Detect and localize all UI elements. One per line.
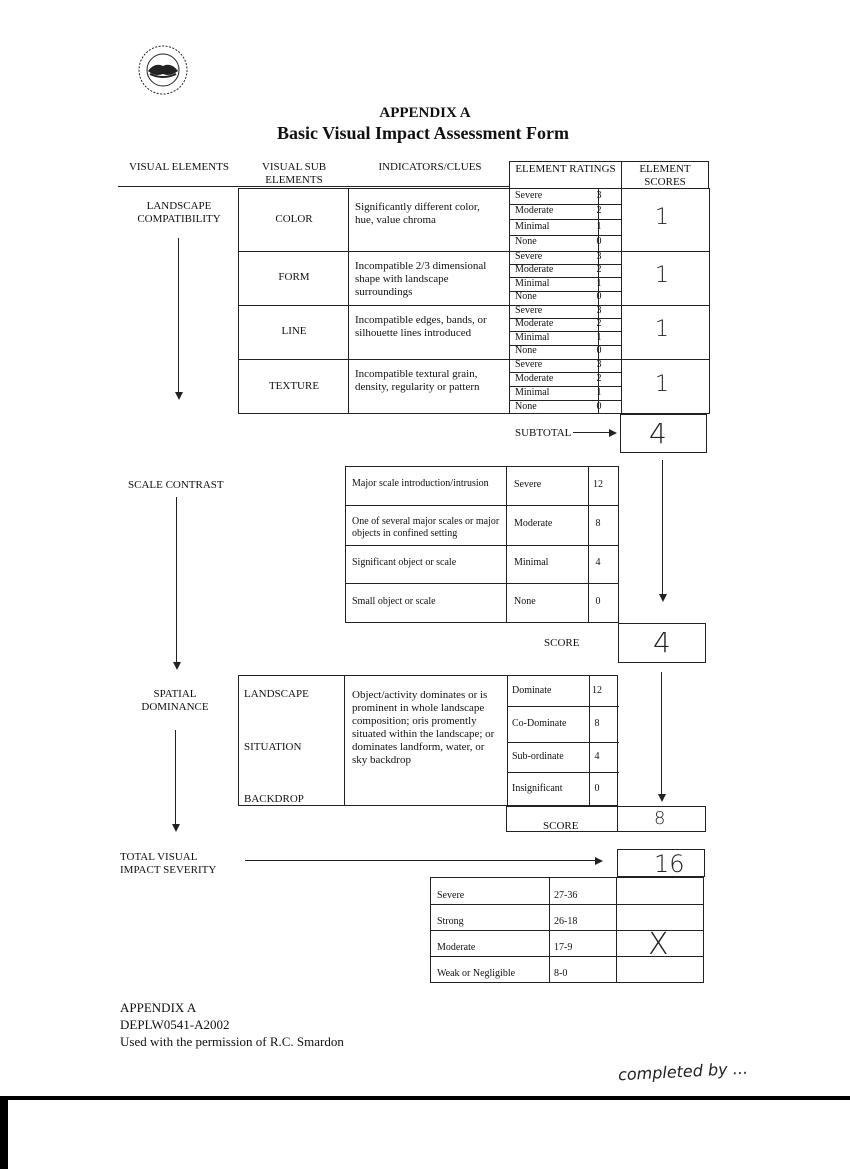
- footer-block: [120, 999, 344, 1050]
- spatial-rating-1: Co-Dominate: [512, 718, 567, 729]
- landscape-rating-value-1-3: 0: [596, 291, 602, 303]
- maine-dep-seal-logo: [128, 44, 198, 96]
- landscape-rating-label-0-2: Minimal: [515, 220, 550, 232]
- landscape-score-3: 1: [655, 372, 669, 397]
- landscape-rating-label-3-1: Moderate: [515, 373, 554, 384]
- landscape-clue-2: Incompatible edges, bands, or silhouette lines introduced: [355, 314, 487, 339]
- total-label: TOTAL VISUAL IMPACT SEVERITY: [120, 851, 217, 876]
- landscape-arrow: [178, 238, 179, 398]
- spatial-value-2: 4: [594, 751, 600, 762]
- scan-edge-left: [0, 1096, 8, 1169]
- scale-value-2: 4: [595, 557, 601, 568]
- subtotal-down-arrow: [662, 460, 663, 600]
- scale-clue-2: Significant object or scale: [352, 557, 457, 568]
- landscape-compatibility-label: LANDSCAPE COMPATIBILITY: [137, 200, 221, 225]
- severity-label-3: Weak or Negligible: [437, 968, 516, 979]
- subtotal-label: SUBTOTAL: [515, 427, 572, 439]
- landscape-sub-0: COLOR: [275, 213, 313, 225]
- col-indicators: INDICATORS/CLUES: [378, 161, 482, 173]
- spatial-score-label: SCORE: [543, 820, 579, 832]
- subtotal-box: [620, 414, 707, 453]
- severity-range-2: 17-9: [554, 942, 573, 953]
- col-element-ratings: ELEMENT RATINGS: [509, 161, 622, 189]
- landscape-rating-value-2-3: 0: [596, 345, 602, 357]
- spatial-value-0: 12: [592, 685, 602, 696]
- scale-value-0: 12: [593, 479, 603, 490]
- spatial-value-1: 8: [594, 718, 600, 729]
- landscape-rating-label-1-1: Moderate: [515, 264, 554, 276]
- header-divider: [118, 186, 510, 187]
- landscape-rating-value-0-0: 3: [596, 189, 602, 201]
- footer-permission: Used with the permission of R.C. Smardon: [120, 1034, 344, 1049]
- col-element-scores: ELEMENT SCORES: [621, 161, 709, 189]
- landscape-rating-label-2-2: Minimal: [515, 331, 550, 343]
- subtotal-value: 4: [649, 417, 667, 450]
- subtotal-arrow: [573, 432, 615, 433]
- spatial-dominance-label: SPATIAL DOMINANCE: [141, 688, 209, 713]
- landscape-rating-label-3-3: None: [515, 401, 537, 412]
- landscape-rating-value-1-1: 2: [596, 264, 602, 276]
- landscape-rating-value-1-2: 1: [596, 277, 602, 289]
- scale-score-value: 4: [653, 626, 671, 659]
- landscape-rating-value-3-2: 1: [596, 387, 602, 398]
- landscape-rating-value-2-0: 3: [596, 304, 602, 316]
- landscape-sub-3: TEXTURE: [268, 380, 320, 392]
- landscape-rating-label-1-2: Minimal: [515, 277, 550, 289]
- landscape-rating-label-0-0: Severe: [515, 189, 543, 201]
- landscape-rating-label-2-0: Severe: [515, 304, 543, 316]
- spatial-rating-3: Insignificant: [512, 783, 563, 794]
- landscape-sub-1: FORM: [278, 271, 310, 283]
- scale-score-label: SCORE: [544, 637, 580, 649]
- appendix-heading: APPENDIX A: [379, 105, 471, 121]
- landscape-rating-value-2-2: 1: [596, 331, 602, 343]
- landscape-sub-2: LINE: [281, 325, 307, 337]
- severity-range-0: 27-36: [554, 890, 578, 901]
- landscape-rating-value-0-1: 2: [596, 205, 602, 217]
- scale-contrast-label: SCALE CONTRAST: [128, 479, 224, 491]
- scale-rating-0: Severe: [514, 479, 542, 490]
- landscape-rating-label-1-3: None: [515, 291, 537, 303]
- landscape-rating-label-0-3: None: [515, 236, 537, 248]
- spatial-sub-landscape: LANDSCAPE: [244, 688, 309, 700]
- scale-rating-2: Minimal: [514, 557, 549, 568]
- landscape-clue-1: Incompatible 2/3 dimensional shape with landscape surroundings: [355, 260, 487, 298]
- landscape-rating-value-0-3: 0: [596, 236, 602, 248]
- landscape-rating-label-2-1: Moderate: [515, 318, 554, 330]
- landscape-rating-value-1-0: 3: [596, 250, 602, 262]
- spatial-sub-backdrop: BACKDROP: [244, 793, 304, 805]
- col-visual-elements: VISUAL ELEMENTS: [128, 161, 230, 173]
- spatial-rating-2: Sub-ordinate: [512, 751, 564, 762]
- severity-label-1: Strong: [437, 916, 464, 927]
- severity-label-2: Moderate: [437, 942, 476, 953]
- landscape-score-2: 1: [655, 317, 669, 342]
- page-title: Basic Visual Impact Assessment Form: [277, 123, 569, 143]
- spatial-value-3: 0: [594, 783, 600, 794]
- landscape-clue-3: Incompatible textural grain, density, regularity or pattern: [355, 368, 480, 393]
- scale-value-1: 8: [595, 518, 601, 529]
- landscape-rating-label-2-3: None: [515, 345, 537, 357]
- scale-score-down-arrow: [661, 672, 662, 800]
- spatial-sub-situation: SITUATION: [244, 741, 302, 753]
- footer-doc-id: DEPLW0541-A2002: [120, 1017, 230, 1032]
- scale-arrow: [176, 497, 177, 668]
- spatial-score-box: [617, 806, 706, 832]
- landscape-score-0: 1: [655, 205, 669, 230]
- scan-edge-bar: [0, 1096, 850, 1100]
- col-visual-sub-elements: VISUAL SUB ELEMENTS: [261, 161, 327, 186]
- severity-range-3: 8-0: [554, 968, 568, 979]
- landscape-rating-label-1-0: Severe: [515, 250, 543, 262]
- landscape-score-1: 1: [655, 263, 669, 288]
- footer-appendix: APPENDIX A: [120, 1000, 197, 1015]
- landscape-rating-value-3-0: 3: [596, 359, 602, 370]
- scale-clue-3: Small object or scale: [352, 596, 436, 607]
- severity-range-1: 26-18: [554, 916, 578, 927]
- scale-clue-1: One of several major scales or major objects in confined setting: [352, 516, 500, 539]
- landscape-rating-label-3-2: Minimal: [515, 387, 550, 398]
- landscape-rating-value-3-1: 2: [596, 373, 602, 384]
- severity-label-0: Severe: [437, 890, 465, 901]
- scale-clue-0: Major scale introduction/intrusion: [352, 478, 489, 489]
- landscape-rating-label-3-0: Severe: [515, 359, 543, 370]
- spatial-score-value: 8: [654, 808, 666, 829]
- scale-value-3: 0: [595, 596, 601, 607]
- total-box: [617, 849, 705, 877]
- landscape-rating-value-3-3: 0: [596, 401, 602, 412]
- spatial-clue: Object/activity dominates or is prominent in whole landscape composition; oris promently situated within the landscape; or dominates landform, water, or sky backdrop: [352, 689, 495, 766]
- landscape-rating-value-0-2: 1: [596, 220, 602, 232]
- landscape-rating-label-0-1: Moderate: [515, 205, 554, 217]
- severity-mark-2: X: [648, 927, 669, 962]
- landscape-rating-value-2-1: 2: [596, 318, 602, 330]
- scale-score-box: [618, 623, 706, 663]
- handwritten-note: completed by ...: [617, 1058, 749, 1085]
- scale-rating-3: None: [514, 596, 536, 607]
- spatial-rating-0: Dominate: [512, 685, 552, 696]
- scale-rating-1: Moderate: [514, 518, 553, 529]
- total-arrow: [245, 860, 601, 861]
- total-value: 16: [654, 850, 685, 878]
- landscape-clue-0: Significantly different color, hue, value chroma: [355, 201, 480, 226]
- spatial-arrow: [175, 730, 176, 830]
